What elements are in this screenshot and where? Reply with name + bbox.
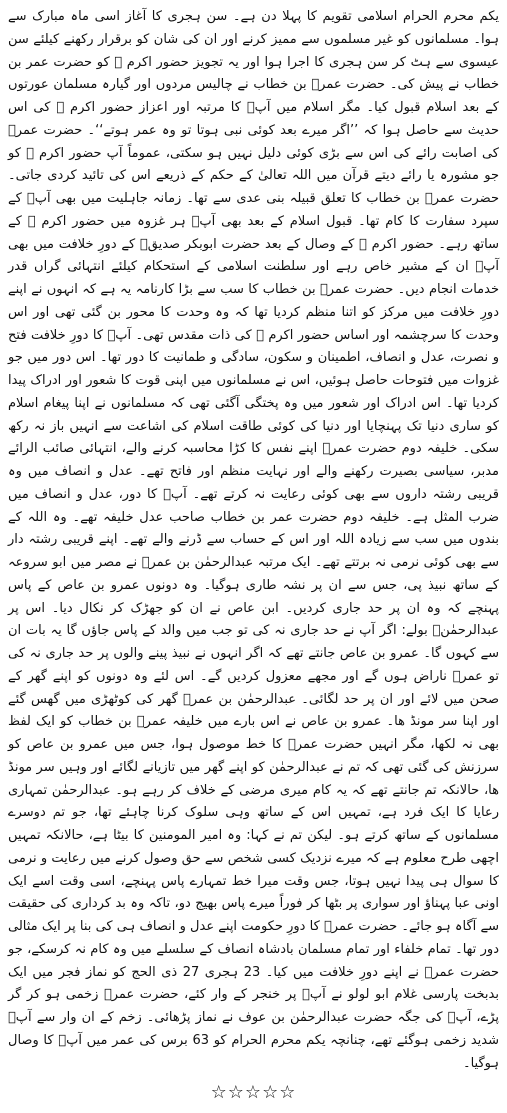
end-stars: ☆☆☆☆☆ bbox=[210, 1082, 297, 1103]
article-body: یکم محرم الحرام اسلامی تقویم کا پہلا دن ہے۔ سن ہجری کا آغاز اسی ماہ مبارک سے ہوا۔ مسلمانوں کو غیر مسلموں سے ممیز کرنے اور ان کی شان کو برقرار رکھنے کیلئے سن عیسوی سے ہٹ کر سن ہجری کا اجرا ہوا اور یہ تجویز حضور اکرم ﷺ کو حضرت عمر بن خطاب نے پیش کی۔ حضرت عمرؓ بن خطاب نے چالیس مردوں اور گیارہ مسلمان عورتوں کے بعد اسلام قبول کیا۔ مگر اسلام میں آپؓ کا مرتبہ اور اعزاز حضور اکرم ﷺ کی اس حدیث سے حاصل ہوا کہ ’’اگر میرے بعد کوئی نبی ہوتا تو وہ عمر ہوتے‘‘۔ حضرت عمرؓ کی اصابت رائے کی اس سے بڑی کوئی دلیل نہیں ہو سکتی، عموماً آپ حضور اکرم ﷺ کو جو مشورہ یا رائے دیتے قرآن میں اللہ تعالیٰ کے حکم کے ذریعے اس کی تائید کردی جاتی۔ حضرت عمرؓ بن خطاب کا تعلق قبیلہ بنی عدی سے تھا۔ زمانہ جاہلیت میں بھی آپؓ کے سپرد سفارت کا کام تھا۔ قبول اسلام کے بعد بھی آپؓ ہر غزوہ میں حضور اکرم ﷺ کے ساتھ رہے۔ حضور اکرم ﷺ کے وصال کے بعد حضرت ابوبکر صدیقؓ کے دورِ خلافت میں بھی آپؓ ان کے مشیر خاص رہے اور سلطنت اسلامی کے استحکام کیلئے انتہائی گراں قدر خدمات انجام دیں۔ حضرت عمرؓ بن خطاب کا سب سے بڑا کارنامہ یہ ہے کہ انہوں نے اپنے دورِ خلافت میں مرکز کو اتنا منظم کردیا تھا کہ وہ وحدت کا محور بن گئی تھی اور اس وحدت کا سرچشمہ اور اساس حضور اکرم ﷺ کی ذات مقدس تھی۔ آپؓ کا دورِ خلافت فتح و نصرت، عدل و انصاف، اطمینان و سکون، سادگی و طمانیت کا دور تھا۔ اس دور میں جو غزوات میں فتوحات حاصل ہوئیں، اس نے مسلمانوں میں اپنی قوت کا شعور اور ادراک پیدا کردیا تھا۔ اس ادراک اور شعور میں وہ پختگی آگئی تھی کہ مسلمانوں نے اپنا پیغام اسلام کو ساری دنیا تک پہنچایا اور دنیا کی کوئی طاقت اسلام کی اشاعت سے انہیں باز نہ رکھ سکی۔ خلیفہ دوم حضرت عمرؓ اپنے نفس کا کڑا محاسبہ کرنے والے، انتہائی صائب الرائے مدبر، سیاسی بصیرت رکھنے والے اور نہایت منظم اور فاتح تھے۔ عدل و انصاف میں وہ قریبی رشتہ داروں سے بھی کوئی رعایت نہ کرتے تھے۔ آپؓ کا دور، عدل و انصاف میں ضرب المثل ہے۔ خلیفہ دوم حضرت عمر بن خطاب صاحب عدل خلیفہ تھے۔ وہ اللہ کے بندوں میں سب سے زیادہ اللہ اور اس کے حساب سے ڈرنے والے تھے۔ اپنے قریبی رشتہ دار سے بھی کوئی نرمی نہ برتتے تھے۔ ایک مرتبہ عبدالرحمٰن بن عمرؓ نے مصر میں ابو سروعہ کے ساتھ نبیذ پی، جس سے ان پر نشہ طاری ہوگیا۔ وہ دونوں عمرو بن عاص کے پاس پہنچے کہ وہ ان پر حد جاری کردیں۔ ابن عاص نے ان کو جھڑک کر نکال دیا۔ اس پر عبدالرحمٰنؓ بولے: اگر آپ نے حد جاری نہ کی تو جب میں والد کے پاس جاؤں گا یہ بات ان سے کہوں گا۔ عمرو بن عاص جانتے تھے کہ اگر انہوں نے نبیذ پینے والوں پر حد جاری نہ کی تو عمرؓ ناراض ہوں گے اور مجھے معزول کردیں گے۔ اس لئے وہ دونوں کو اپنے گھر کے صحن میں لائے اور ان پر حد لگائی۔ عبدالرحمٰن بن عمرؓ گھر کی کوٹھڑی میں گھس گئے اور اپنا سر مونڈ ھا۔ عمرو بن عاص نے اس بارے میں خلیفہ عمرؓ بن خطاب کو ایک لفظ بھی نہ لکھا، مگر انہیں حضرت عمرؓ کا خط موصول ہوا، جس میں عمرو بن عاص کو سرزنش کی گئی تھی کہ تم نے عبدالرحمٰن کو اپنے گھر میں تازیانے لگائے اور وہیں سر مونڈ ھا، حالانکہ تم جانتے تھے کہ یہ کام میری مرضی کے خلاف کر رہے ہو۔ عبدالرحمٰن تمہاری رعایا کا ایک فرد ہے، تمہیں اس کے ساتھ وہی سلوک کرنا چاہئے تھا، جو تم دوسرے مسلمانوں کے ساتھ کرتے ہو۔ لیکن تم نے کہا: وہ امیر المومنین کا بیٹا ہے، حالانکہ تمہیں اچھی طرح معلوم ہے کہ میرے نزدیک کسی شخص سے حق وصول کرنے میں رعایت و نرمی کا سوال ہی پیدا نہیں ہوتا، جس وقت میرا خط تمہارے پاس پہنچے، اسی وقت اسے ایک اونی عبا پہناؤ اور سواری پر بٹھا کر فوراً میرے پاس بھیج دو، تاکہ وہ بد کرداری کی حقیقت سے آگاہ ہو جائے۔ حضرت عمرؓ کا دورِ حکومت اپنے عدل و انصاف ہی کی بنا پر ایک مثالی دور تھا۔ تمام خلفاء اور تمام مسلمان بادشاہ انصاف کے سلسلے میں وہ کام نہ کرسکے، جو حضرت عمرؓ نے اپنے دورِ خلافت میں کیا۔ 23 ہجری 27 ذی الحج کو نماز فجر میں ایک بدبخت پارسی غلام ابو لولو نے آپؓ پر خنجر کے وار کئے، حضرت عمرؓ زخمی ہو کر گر پڑے، آپؓ کی جگہ حضرت عبدالرحمٰن بن عوف نے نماز پڑھائی۔ زخم کے ان وار سے آپؓ شدید زخمی ہوگئے تھے، چنانچہ یکم محرم الحرام کو 63 برس کی عمر میں آپؓ کا وصال ہوگیا۔ bbox=[8, 9, 500, 1071]
